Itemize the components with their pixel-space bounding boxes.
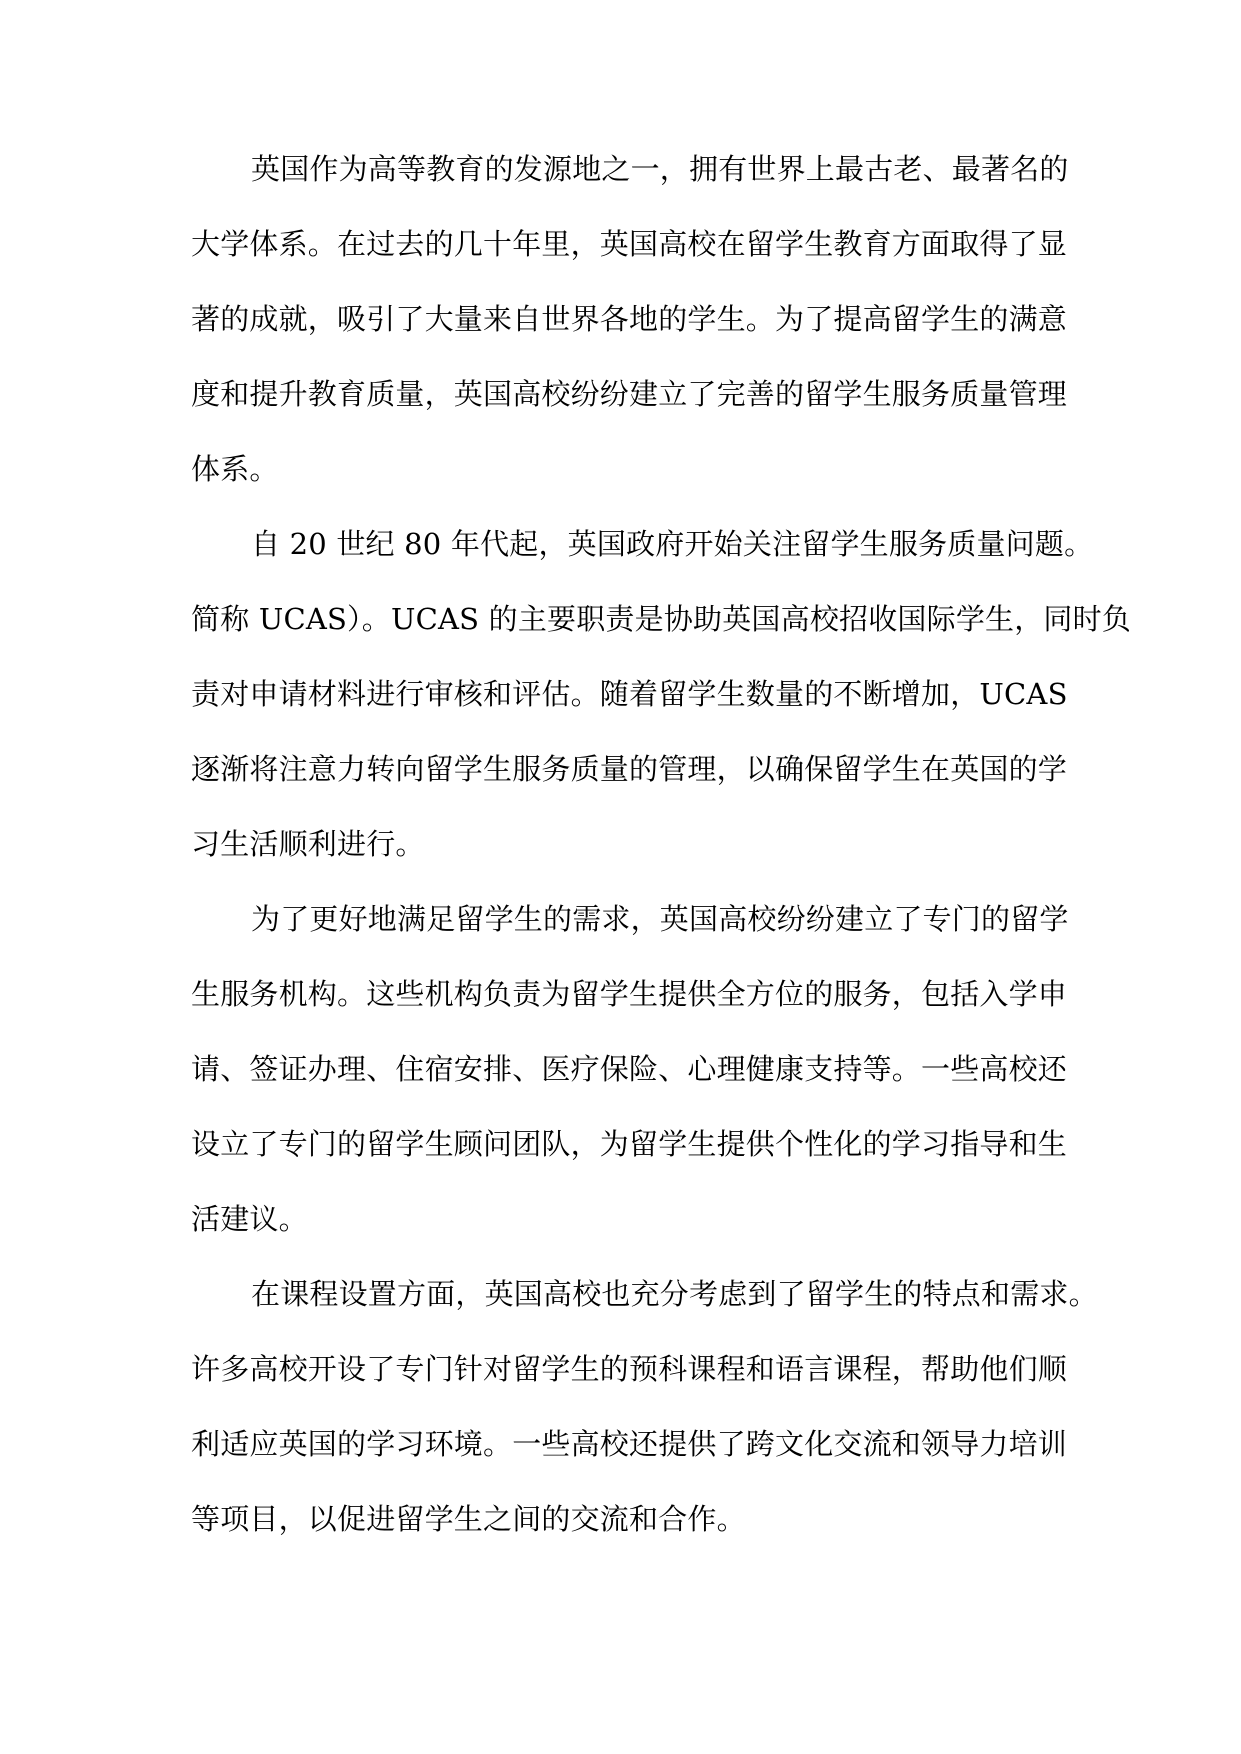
paragraph-4 <box>191 1274 1098 1574</box>
paragraph-line: 大学体系。在过去的几十年里，英国高校在留学生教育方面取得了显 <box>191 227 1068 261</box>
paragraph-line: 著的成就，吸引了大量来自世界各地的学生。为了提高留学生的满意 <box>191 302 1068 336</box>
paragraph-3 <box>191 899 1071 1274</box>
paragraph-line: 为了更好地满足留学生的需求，英国高校纷纷建立了专门的留学 <box>251 902 1069 936</box>
paragraph-1 <box>191 149 1071 524</box>
paragraph-line: 体系。 <box>191 452 279 486</box>
paragraph-2 <box>191 524 1132 899</box>
paragraph-line: 许多高校开设了专门针对留学生的预科课程和语言课程，帮助他们顺 <box>191 1352 1068 1386</box>
paragraph-line: 习生活顺利进行。 <box>191 827 425 861</box>
paragraph-line: 等项目，以促进留学生之间的交流和合作。 <box>191 1502 746 1536</box>
paragraph-line: 生服务机构。这些机构负责为留学生提供全方位的服务，包括入学申 <box>191 977 1068 1011</box>
paragraph-line: 请、签证办理、住宿安排、医疗保险、心理健康支持等。一些高校还 <box>191 1052 1068 1086</box>
paragraph-line: 利适应英国的学习环境。一些高校还提供了跨文化交流和领导力培训 <box>191 1427 1068 1461</box>
document-body <box>191 149 1132 1574</box>
paragraph-line: 设立了专门的留学生顾问团队，为留学生提供个性化的学习指导和生 <box>191 1127 1068 1161</box>
paragraph-line: 责对申请材料进行审核和评估。随着留学生数量的不断增加，UCAS <box>191 677 1068 711</box>
paragraph-line: 在课程设置方面，英国高校也充分考虑到了留学生的特点和需求。 <box>251 1277 1098 1311</box>
paragraph-line: 自 20 世纪 80 年代起，英国政府开始关注留学生服务质量问题。 <box>251 527 1094 561</box>
paragraph-line: 逐渐将注意力转向留学生服务质量的管理，以确保留学生在英国的学 <box>191 752 1068 786</box>
paragraph-line: 活建议。 <box>191 1202 308 1236</box>
paragraph-line: 英国作为高等教育的发源地之一，拥有世界上最古老、最著名的 <box>251 152 1069 186</box>
paragraph-line: 度和提升教育质量，英国高校纷纷建立了完善的留学生服务质量管理 <box>191 377 1068 411</box>
paragraph-line: 简称 UCAS）。UCAS 的主要职责是协助英国高校招收国际学生，同时负 <box>191 602 1132 636</box>
